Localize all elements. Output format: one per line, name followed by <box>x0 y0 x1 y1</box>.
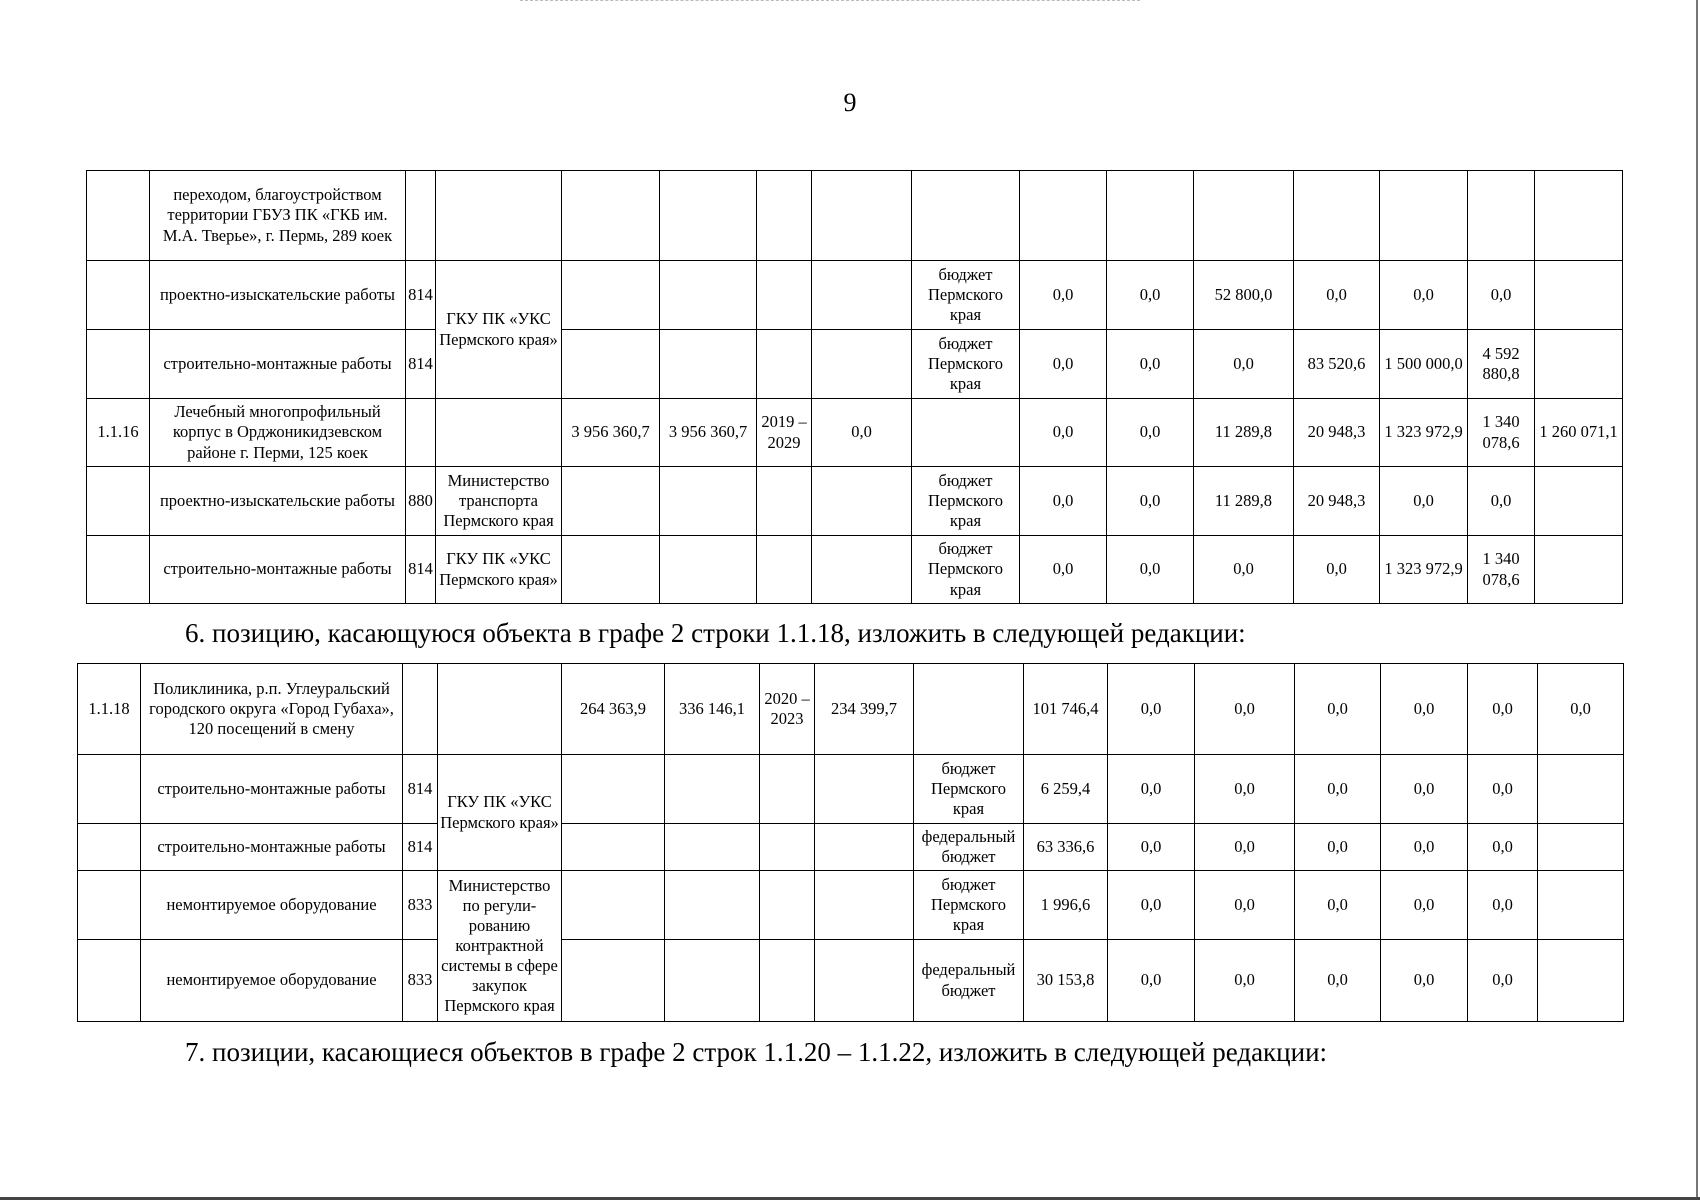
year-value-cell: 0,0 <box>1020 467 1107 536</box>
period-cell: 2019 – 2029 <box>757 399 812 467</box>
row-number-cell <box>78 940 141 1022</box>
table-row <box>87 261 1623 330</box>
year-value-cell: 0,0 <box>1108 824 1195 871</box>
year-value-cell: 1 323 972,9 <box>1380 399 1468 467</box>
table-row <box>87 399 1623 467</box>
period-cell <box>760 871 815 940</box>
code-cell: 814 <box>406 330 436 399</box>
table-row <box>87 467 1623 536</box>
year-value-cell: 0,0 <box>1380 261 1468 330</box>
prior-funding-cell <box>812 467 912 536</box>
year-value-cell <box>1538 755 1624 824</box>
funding-source-cell: бюджет Пермского края <box>912 330 1020 399</box>
year-value-cell <box>1294 171 1380 261</box>
funding-source-cell: федеральный бюджет <box>914 940 1024 1022</box>
prior-funding-cell <box>812 171 912 261</box>
total-cost-cell <box>660 261 757 330</box>
code-cell <box>403 664 438 755</box>
year-value-cell: 0,0 <box>1468 824 1538 871</box>
period-cell <box>757 536 812 604</box>
year-value-cell: 4 592 880,8 <box>1468 330 1535 399</box>
estimated-cost-cell <box>562 871 665 940</box>
year-value-cell: 0,0 <box>1294 261 1380 330</box>
year-value-cell: 1 260 071,1 <box>1535 399 1623 467</box>
code-cell <box>406 171 436 261</box>
organization-cell <box>436 399 562 467</box>
year-value-cell: 0,0 <box>1295 871 1381 940</box>
year-value-cell: 0,0 <box>1108 871 1195 940</box>
prior-funding-cell <box>815 824 914 871</box>
year-value-cell: 0,0 <box>1468 871 1538 940</box>
object-name-cell: проектно-изыскательские работы <box>150 467 406 536</box>
year-value-cell <box>1107 171 1194 261</box>
year-value-cell: 0,0 <box>1295 940 1381 1022</box>
table-row <box>87 536 1623 604</box>
total-cost-cell <box>665 871 760 940</box>
year-value-cell <box>1538 871 1624 940</box>
year-value-cell: 20 948,3 <box>1294 399 1380 467</box>
object-name-cell: немонтируемое оборудование <box>141 871 403 940</box>
table-row <box>78 871 1624 940</box>
year-value-cell <box>1020 171 1107 261</box>
object-name-cell: строительно-монтажные работы <box>141 824 403 871</box>
year-value-cell: 11 289,8 <box>1194 399 1294 467</box>
funding-source-cell: федеральный бюджет <box>914 824 1024 871</box>
year-value-cell <box>1535 467 1623 536</box>
year-value-cell: 0,0 <box>1020 536 1107 604</box>
object-name-cell: строительно-монтажные работы <box>150 536 406 604</box>
estimated-cost-cell <box>562 261 660 330</box>
total-cost-cell <box>665 824 760 871</box>
row-number-cell: 1.1.18 <box>78 664 141 755</box>
estimated-cost-cell: 264 363,9 <box>562 664 665 755</box>
total-cost-cell <box>665 940 760 1022</box>
year-value-cell: 1 500 000,0 <box>1380 330 1468 399</box>
organization-cell <box>436 171 562 261</box>
period-cell: 2020 – 2023 <box>760 664 815 755</box>
object-name-cell: Поликлиника, р.п. Углеуральский городского округа «Город Губаха», 120 посещений в смену <box>141 664 403 755</box>
row-number-cell <box>87 536 150 604</box>
year-value-cell: 0,0 <box>1107 330 1194 399</box>
organization-cell: ГКУ ПК «УКС Пермского края» <box>438 755 562 871</box>
object-name-cell: переходом, благоустройством территории ГБУЗ ПК «ГКБ им. М.А. Тверье», г. Пермь, 289 коек <box>150 171 406 261</box>
year-value-cell: 20 948,3 <box>1294 467 1380 536</box>
section-heading-6: 6. позицию, касающуюся объекта в графе 2 строки 1.1.18, изложить в следующей редакции: <box>185 618 1246 648</box>
funding-source-cell: бюджет Пермского края <box>914 755 1024 824</box>
total-cost-cell <box>660 467 757 536</box>
prior-funding-cell <box>812 330 912 399</box>
funding-source-cell <box>912 171 1020 261</box>
year-value-cell: 0,0 <box>1381 664 1468 755</box>
prior-funding-cell: 234 399,7 <box>815 664 914 755</box>
year-value-cell: 0,0 <box>1295 824 1381 871</box>
year-value-cell: 0,0 <box>1468 664 1538 755</box>
scan-edge-right <box>1696 0 1698 1200</box>
table-row <box>87 171 1623 261</box>
estimated-cost-cell <box>562 940 665 1022</box>
year-value-cell: 0,0 <box>1295 664 1381 755</box>
period-cell <box>757 171 812 261</box>
year-value-cell: 0,0 <box>1195 755 1295 824</box>
year-value-cell: 0,0 <box>1468 940 1538 1022</box>
year-value-cell <box>1380 171 1468 261</box>
prior-funding-cell <box>812 536 912 604</box>
year-value-cell <box>1538 940 1624 1022</box>
page-number: 9 <box>843 88 857 117</box>
year-value-cell: 0,0 <box>1020 330 1107 399</box>
funding-source-cell <box>912 399 1020 467</box>
year-value-cell <box>1535 536 1623 604</box>
year-value-cell: 83 520,6 <box>1294 330 1380 399</box>
object-name-cell: проектно-изыскательские работы <box>150 261 406 330</box>
row-number-cell <box>87 467 150 536</box>
year-value-cell: 0,0 <box>1020 261 1107 330</box>
total-cost-cell: 3 956 360,7 <box>660 399 757 467</box>
estimated-cost-cell: 3 956 360,7 <box>562 399 660 467</box>
year-value-cell: 63 336,6 <box>1024 824 1108 871</box>
year-value-cell: 52 800,0 <box>1194 261 1294 330</box>
period-cell <box>760 824 815 871</box>
year-value-cell: 30 153,8 <box>1024 940 1108 1022</box>
year-value-cell: 0,0 <box>1108 664 1195 755</box>
year-value-cell: 1 996,6 <box>1024 871 1108 940</box>
year-value-cell <box>1194 171 1294 261</box>
estimated-cost-cell <box>562 467 660 536</box>
scan-edge-top <box>520 0 1140 2</box>
year-value-cell: 0,0 <box>1468 261 1535 330</box>
prior-funding-cell: 0,0 <box>812 399 912 467</box>
code-cell: 814 <box>406 536 436 604</box>
funding-source-cell: бюджет Пермского края <box>912 536 1020 604</box>
prior-funding-cell <box>815 755 914 824</box>
year-value-cell: 6 259,4 <box>1024 755 1108 824</box>
prior-funding-cell <box>815 940 914 1022</box>
period-cell <box>757 261 812 330</box>
total-cost-cell: 336 146,1 <box>665 664 760 755</box>
code-cell: 880 <box>406 467 436 536</box>
code-cell: 814 <box>406 261 436 330</box>
table-position-1-1-18 <box>77 663 1624 1022</box>
prior-funding-cell <box>815 871 914 940</box>
year-value-cell: 0,0 <box>1107 399 1194 467</box>
year-value-cell: 0,0 <box>1108 940 1195 1022</box>
year-value-cell: 0,0 <box>1295 755 1381 824</box>
section-heading-7: 7. позиции, касающиеся объектов в графе 2 строк 1.1.20 – 1.1.22, изложить в следующей редакции: <box>185 1037 1328 1067</box>
period-cell <box>760 755 815 824</box>
year-value-cell: 0,0 <box>1538 664 1624 755</box>
table-row <box>78 755 1624 824</box>
period-cell <box>757 467 812 536</box>
table-continuation <box>86 170 1623 604</box>
row-number-cell: 1.1.16 <box>87 399 150 467</box>
row-number-cell <box>87 171 150 261</box>
row-number-cell <box>78 871 141 940</box>
object-name-cell: немонтируемое оборудование <box>141 940 403 1022</box>
year-value-cell: 1 340 078,6 <box>1468 399 1535 467</box>
estimated-cost-cell <box>562 536 660 604</box>
organization-cell: ГКУ ПК «УКС Пермского края» <box>436 261 562 399</box>
code-cell <box>406 399 436 467</box>
estimated-cost-cell <box>562 755 665 824</box>
row-number-cell <box>78 824 141 871</box>
organization-cell: ГКУ ПК «УКС Пермского края» <box>436 536 562 604</box>
period-cell <box>757 330 812 399</box>
funding-source-cell: бюджет Пермского края <box>912 467 1020 536</box>
year-value-cell: 11 289,8 <box>1194 467 1294 536</box>
row-number-cell <box>78 755 141 824</box>
funding-source-cell <box>914 664 1024 755</box>
organization-cell: Министерство транспорта Пермского края <box>436 467 562 536</box>
row-number-cell <box>87 261 150 330</box>
year-value-cell: 0,0 <box>1195 824 1295 871</box>
year-value-cell: 0,0 <box>1194 536 1294 604</box>
year-value-cell: 101 746,4 <box>1024 664 1108 755</box>
total-cost-cell <box>660 536 757 604</box>
period-cell <box>760 940 815 1022</box>
year-value-cell <box>1535 330 1623 399</box>
object-name-cell: строительно-монтажные работы <box>141 755 403 824</box>
code-cell: 814 <box>403 755 438 824</box>
year-value-cell <box>1538 824 1624 871</box>
table-row <box>78 940 1624 1022</box>
year-value-cell <box>1468 171 1535 261</box>
year-value-cell: 0,0 <box>1020 399 1107 467</box>
year-value-cell: 0,0 <box>1107 261 1194 330</box>
funding-source-cell: бюджет Пермского края <box>912 261 1020 330</box>
code-cell: 833 <box>403 940 438 1022</box>
year-value-cell: 1 340 078,6 <box>1468 536 1535 604</box>
estimated-cost-cell <box>562 330 660 399</box>
prior-funding-cell <box>812 261 912 330</box>
year-value-cell <box>1535 171 1623 261</box>
estimated-cost-cell <box>562 171 660 261</box>
year-value-cell: 0,0 <box>1107 467 1194 536</box>
code-cell: 814 <box>403 824 438 871</box>
year-value-cell: 0,0 <box>1195 871 1295 940</box>
total-cost-cell <box>660 171 757 261</box>
year-value-cell: 0,0 <box>1195 940 1295 1022</box>
total-cost-cell <box>665 755 760 824</box>
year-value-cell: 0,0 <box>1194 330 1294 399</box>
year-value-cell: 0,0 <box>1380 467 1468 536</box>
year-value-cell: 0,0 <box>1381 940 1468 1022</box>
year-value-cell: 0,0 <box>1195 664 1295 755</box>
object-name-cell: строительно-монтажные работы <box>150 330 406 399</box>
year-value-cell <box>1535 261 1623 330</box>
organization-cell <box>438 664 562 755</box>
year-value-cell: 0,0 <box>1381 871 1468 940</box>
year-value-cell: 0,0 <box>1381 824 1468 871</box>
year-value-cell: 0,0 <box>1108 755 1195 824</box>
estimated-cost-cell <box>562 824 665 871</box>
row-number-cell <box>87 330 150 399</box>
object-name-cell: Лечебный многопрофильный корпус в Орджоникидзевском районе г. Перми, 125 коек <box>150 399 406 467</box>
year-value-cell: 0,0 <box>1294 536 1380 604</box>
total-cost-cell <box>660 330 757 399</box>
year-value-cell: 0,0 <box>1107 536 1194 604</box>
organization-cell: Министерство по регули-рованию контрактной системы в сфере закупок Пермского края <box>438 871 562 1022</box>
year-value-cell: 0,0 <box>1468 755 1538 824</box>
funding-source-cell: бюджет Пермского края <box>914 871 1024 940</box>
year-value-cell: 0,0 <box>1381 755 1468 824</box>
code-cell: 833 <box>403 871 438 940</box>
table-row <box>78 824 1624 871</box>
table-row <box>87 330 1623 399</box>
table-row <box>78 664 1624 755</box>
year-value-cell: 0,0 <box>1468 467 1535 536</box>
year-value-cell: 1 323 972,9 <box>1380 536 1468 604</box>
